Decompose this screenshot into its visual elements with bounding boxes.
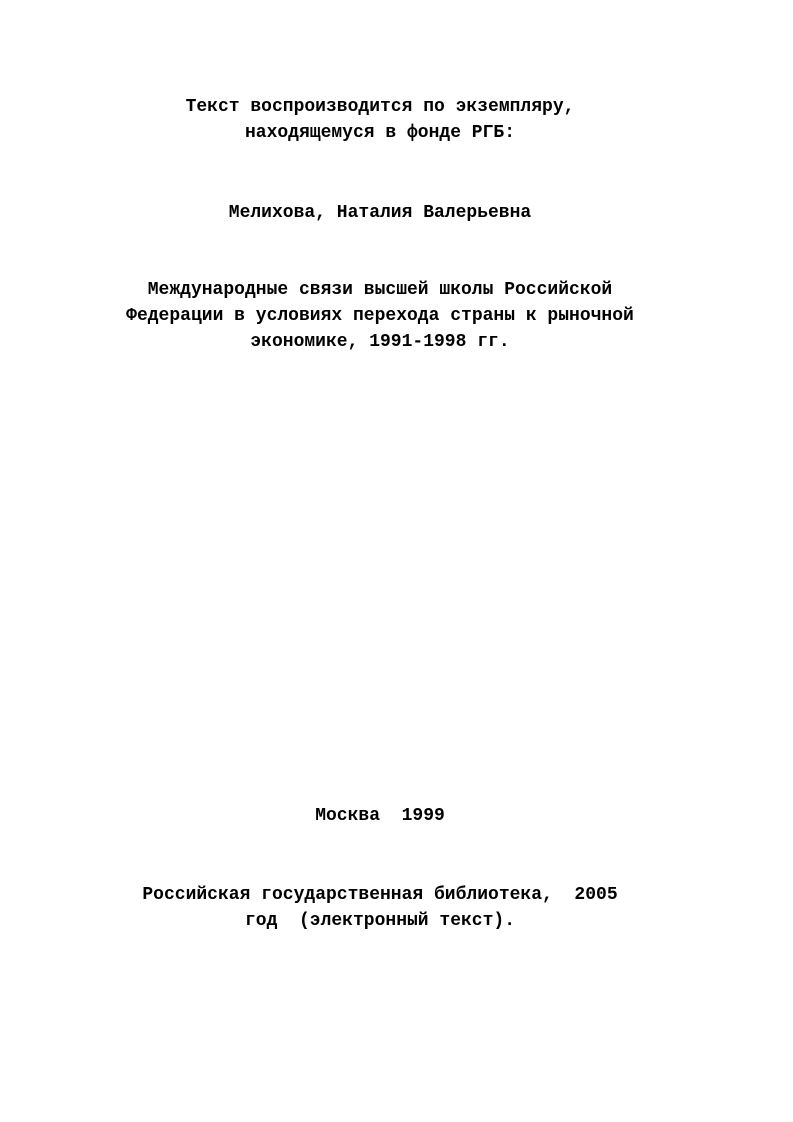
notice-line-1: Текст воспроизводится по экземпляру, (185, 97, 575, 117)
document-title (0, 277, 760, 355)
title-line-3: экономике, 1991-1998 гг. (250, 332, 510, 352)
library-footer (0, 882, 760, 934)
notice-line-2: находящемуся в фонде РГБ: (244, 123, 516, 143)
reproduction-notice (0, 94, 760, 146)
footer-line-1: Российская государственная библиотека, 2005 (142, 885, 618, 905)
footer-line-2: год (электронный текст). (244, 911, 516, 931)
author-line: Мелихова, Наталия Валерьевна (228, 203, 532, 223)
title-line-2: Федерации в условиях перехода страны к рыночной (126, 306, 634, 326)
title-line-1: Международные связи высшей школы Российской (147, 280, 613, 300)
imprint-line: Москва 1999 (315, 806, 445, 826)
author-name (0, 200, 760, 226)
imprint-city-year (0, 803, 760, 829)
